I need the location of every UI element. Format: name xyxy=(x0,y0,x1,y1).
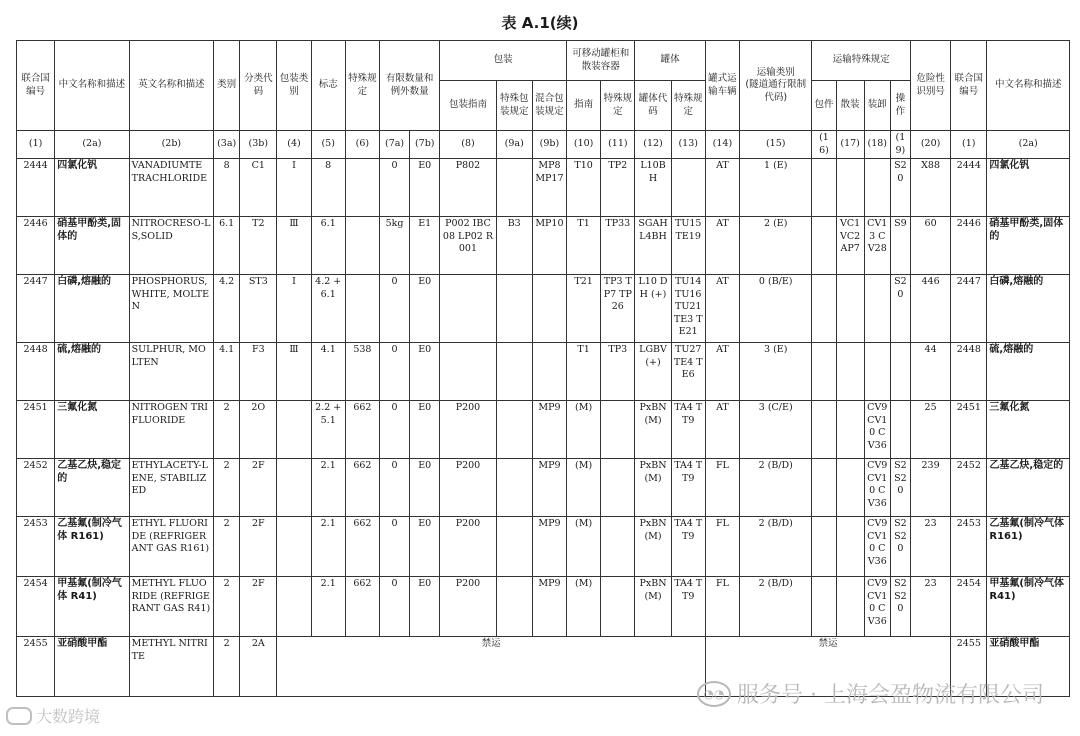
cell-transport-category: 3 (E) xyxy=(740,343,812,401)
cell-mixed-packing: MP9 xyxy=(532,517,566,577)
cell-special-packing xyxy=(496,401,532,459)
column-index-cell: (20) xyxy=(910,131,950,159)
cell-st-packages xyxy=(812,217,836,275)
header-mixed-packing: 混合包装规定 xyxy=(532,81,566,131)
cell-st-packages xyxy=(812,459,836,517)
cell-name-cn-2: 硝基甲酚类,固体的 xyxy=(987,217,1070,275)
cell-name-en: VANADIUMTE TRACHLORIDE xyxy=(129,159,213,217)
cell-mixed-packing: MP9 xyxy=(532,401,566,459)
cell-st-packages xyxy=(812,401,836,459)
cell-pt-special xyxy=(601,517,635,577)
cell-classification-code: 2F xyxy=(240,459,277,517)
cell-packing-instructions: P200 xyxy=(440,459,496,517)
cell-pt-instructions: (M) xyxy=(567,577,601,637)
column-index-cell: (2a) xyxy=(987,131,1070,159)
cell-special-packing xyxy=(496,577,532,637)
header-limited-quantities: 有限数量和例外数量 xyxy=(379,41,439,131)
cell-name-cn-2: 白磷,熔融的 xyxy=(987,275,1070,343)
cell-tank-code: PxBN (M) xyxy=(635,517,671,577)
cell-name-cn-2: 三氟化氮 xyxy=(987,401,1070,459)
cell-name-en: METHYL NITRITE xyxy=(129,637,213,697)
cell-packing-instructions: P002 IBC08 LP02 R001 xyxy=(440,217,496,275)
cell-limited-qty: 0 xyxy=(379,401,409,459)
cell-special-packing xyxy=(496,459,532,517)
cell-classification-code: ST3 xyxy=(240,275,277,343)
cell-name-cn: 四氯化钒 xyxy=(55,159,129,217)
cell-transport-category: 2 (B/D) xyxy=(740,459,812,517)
column-index-cell: (11) xyxy=(601,131,635,159)
cell-st-operation xyxy=(890,343,910,401)
column-index-cell: (9a) xyxy=(496,131,532,159)
column-index-cell: (10) xyxy=(567,131,601,159)
cell-st-loading: CV13 CV28 xyxy=(864,217,890,275)
cell-tank-special xyxy=(671,159,705,217)
cell-limited-qty: 0 xyxy=(379,343,409,401)
cell-labels: 2.1 xyxy=(311,517,345,577)
column-index-cell: (16) xyxy=(812,131,836,159)
cell-mixed-packing xyxy=(532,343,566,401)
cell-limited-qty: 0 xyxy=(379,517,409,577)
cell-labels: 4.2 +6.1 xyxy=(311,275,345,343)
cell-transport-category: 2 (B/D) xyxy=(740,517,812,577)
cell-classification-code: 2A xyxy=(240,637,277,697)
cell-special-provisions xyxy=(345,217,379,275)
cell-pt-special: TP3 xyxy=(601,343,635,401)
cell-excepted-qty: E0 xyxy=(410,159,440,217)
column-index-cell: (4) xyxy=(277,131,311,159)
cell-special-provisions xyxy=(345,159,379,217)
cell-transport-category: 2 (E) xyxy=(740,217,812,275)
cell-packing-group: I xyxy=(277,159,311,217)
header-tank-special: 特殊规定 xyxy=(671,81,705,131)
cell-pt-special: TP33 xyxy=(601,217,635,275)
cell-hazard-id: 60 xyxy=(910,217,950,275)
cell-pt-special: TP3 TP7 TP26 xyxy=(601,275,635,343)
cell-tank-special: TA4 TT9 xyxy=(671,459,705,517)
table-title: 表 A.1(续) xyxy=(501,14,579,32)
cell-hazard-id: 25 xyxy=(910,401,950,459)
column-index-cell: (17) xyxy=(836,131,864,159)
cell-class: 2 xyxy=(214,577,240,637)
cell-pt-instructions: (M) xyxy=(567,459,601,517)
cell-packing-instructions xyxy=(440,343,496,401)
cell-st-loading xyxy=(864,159,890,217)
column-index-cell: (14) xyxy=(705,131,739,159)
cell-un: 2448 xyxy=(17,343,55,401)
cell-name-cn: 硝基甲酚类,固体的 xyxy=(55,217,129,275)
cell-un-2: 2452 xyxy=(951,459,987,517)
cell-pt-instructions: (M) xyxy=(567,401,601,459)
cell-name-en: NITROGEN TRIFLUORIDE xyxy=(129,401,213,459)
cell-packing-group xyxy=(277,401,311,459)
cell-classification-code: 2F xyxy=(240,577,277,637)
cell-st-loading: CV9 CV10 CV36 xyxy=(864,517,890,577)
cell-tank-code: PxBN (M) xyxy=(635,401,671,459)
column-index-cell: (18) xyxy=(864,131,890,159)
cell-name-en: ETHYLACETY-LENE, STABILIZED xyxy=(129,459,213,517)
header-special-provisions: 特殊规定 xyxy=(345,41,379,131)
watermark-small-text: 大数跨境 xyxy=(36,707,101,726)
cell-class: 8 xyxy=(214,159,240,217)
cell-st-packages xyxy=(812,343,836,401)
cell-st-bulk xyxy=(836,159,864,217)
cell-packing-instructions xyxy=(440,275,496,343)
header-st-bulk: 散装 xyxy=(836,81,864,131)
cell-class: 2 xyxy=(214,459,240,517)
column-index-cell: (8) xyxy=(440,131,496,159)
cell-special-provisions: 662 xyxy=(345,459,379,517)
cell-name-en: METHYL FLUORIDE (REFRIGERANT GAS R41) xyxy=(129,577,213,637)
cell-tank-code: L10 DH (+) xyxy=(635,275,671,343)
column-index-cell: (3b) xyxy=(240,131,277,159)
cell-class: 2 xyxy=(214,401,240,459)
cell-un-2: 2454 xyxy=(951,577,987,637)
cell-hazard-id: 446 xyxy=(910,275,950,343)
cell-st-operation: S20 xyxy=(890,275,910,343)
cell-special-provisions xyxy=(345,275,379,343)
cell-limited-qty: 5kg xyxy=(379,217,409,275)
cell-pt-special: TP2 xyxy=(601,159,635,217)
header-transport-category xyxy=(740,41,812,131)
cell-packing-group xyxy=(277,577,311,637)
header-packing-group: 包装类别 xyxy=(277,41,311,131)
column-index-cell: (7a) xyxy=(379,131,409,159)
cell-packing-group xyxy=(277,459,311,517)
cell-banned-1: 禁运 xyxy=(277,637,705,697)
cell-name-en: ETHYL FLUORIDE (REFRIGERANT GAS R161) xyxy=(129,517,213,577)
cell-st-bulk xyxy=(836,577,864,637)
cell-pt-instructions: T21 xyxy=(567,275,601,343)
cell-excepted-qty: E0 xyxy=(410,401,440,459)
cell-tank-vehicle: AT xyxy=(705,217,739,275)
cell-tank-vehicle: FL xyxy=(705,577,739,637)
watermark xyxy=(697,678,1044,709)
cell-tank-special: TA4 TT9 xyxy=(671,401,705,459)
header-special-transport: 运输特殊规定 xyxy=(812,41,911,81)
cell-tank-code: L10BH xyxy=(635,159,671,217)
cell-tank-code: LGBV (+) xyxy=(635,343,671,401)
cell-un-2: 2455 xyxy=(951,637,987,697)
column-index-cell: (12) xyxy=(635,131,671,159)
header-labels: 标志 xyxy=(311,41,345,131)
header-class: 类别 xyxy=(214,41,240,131)
cell-excepted-qty: E0 xyxy=(410,459,440,517)
cell-limited-qty: 0 xyxy=(379,459,409,517)
cell-st-bulk xyxy=(836,343,864,401)
cell-un-2: 2447 xyxy=(951,275,987,343)
cell-name-cn-2: 甲基氟(制冷气体 R41) xyxy=(987,577,1070,637)
cell-st-operation: S2 S20 xyxy=(890,517,910,577)
column-index-cell: (2a) xyxy=(55,131,129,159)
header-st-packages: 包件 xyxy=(812,81,836,131)
cell-un: 2452 xyxy=(17,459,55,517)
cell-special-provisions: 538 xyxy=(345,343,379,401)
header-name-en: 英文名称和描述 xyxy=(129,41,213,131)
header-tank: 罐体 xyxy=(635,41,705,81)
cell-classification-code: F3 xyxy=(240,343,277,401)
cell-name-cn: 硫,熔融的 xyxy=(55,343,129,401)
column-index-cell: (7b) xyxy=(410,131,440,159)
cell-st-operation: S9 xyxy=(890,217,910,275)
watermark-small xyxy=(6,704,100,727)
cell-mixed-packing: MP8 MP17 xyxy=(532,159,566,217)
cell-name-cn: 白磷,熔融的 xyxy=(55,275,129,343)
cell-transport-category: 1 (E) xyxy=(740,159,812,217)
cell-excepted-qty: E1 xyxy=(410,217,440,275)
cell-st-operation: S20 xyxy=(890,159,910,217)
cell-packing-group xyxy=(277,517,311,577)
cell-labels: 4.1 xyxy=(311,343,345,401)
cell-special-provisions: 662 xyxy=(345,577,379,637)
cell-un-2: 2446 xyxy=(951,217,987,275)
cell-st-loading: CV9 CV10 CV36 xyxy=(864,401,890,459)
cell-tank-special: TU14 TU16 TU21 TE3 TE21 xyxy=(671,275,705,343)
cell-packing-group: Ⅲ xyxy=(277,217,311,275)
cell-hazard-id: X88 xyxy=(910,159,950,217)
cell-limited-qty: 0 xyxy=(379,577,409,637)
cell-labels: 8 xyxy=(311,159,345,217)
cell-hazard-id: 23 xyxy=(910,577,950,637)
table-row xyxy=(17,275,1070,343)
cell-class: 6.1 xyxy=(214,217,240,275)
cell-name-en: SULPHUR, MOLTEN xyxy=(129,343,213,401)
cell-class: 4.1 xyxy=(214,343,240,401)
cell-st-packages xyxy=(812,159,836,217)
column-index-cell: (2b) xyxy=(129,131,213,159)
header-transport-category-sub: (隧道通行限制代码) xyxy=(745,79,807,103)
cell-pt-special xyxy=(601,459,635,517)
table-row xyxy=(17,577,1070,637)
header-name-cn-2: 中文名称和描述 xyxy=(987,41,1070,131)
cell-excepted-qty: E0 xyxy=(410,343,440,401)
cell-tank-code: SGAH L4BH xyxy=(635,217,671,275)
cell-un-2: 2448 xyxy=(951,343,987,401)
cell-tank-vehicle: AT xyxy=(705,401,739,459)
cell-class: 2 xyxy=(214,637,240,697)
cell-mixed-packing xyxy=(532,275,566,343)
cell-st-loading: CV9 CV10 CV36 xyxy=(864,577,890,637)
cell-special-packing xyxy=(496,517,532,577)
cell-tank-code: PxBN (M) xyxy=(635,577,671,637)
cell-class: 2 xyxy=(214,517,240,577)
table-body xyxy=(17,159,1070,637)
header-classification-code: 分类代码 xyxy=(240,41,277,131)
header-tank-code: 罐体代码 xyxy=(635,81,671,131)
cell-st-packages xyxy=(812,517,836,577)
cell-special-packing xyxy=(496,275,532,343)
cell-st-operation: S2 S20 xyxy=(890,577,910,637)
cell-mixed-packing: MP9 xyxy=(532,577,566,637)
cell-classification-code: C1 xyxy=(240,159,277,217)
cell-un: 2446 xyxy=(17,217,55,275)
cell-transport-category: 3 (C/E) xyxy=(740,401,812,459)
table-row xyxy=(17,401,1070,459)
cell-st-loading xyxy=(864,275,890,343)
cell-un: 2453 xyxy=(17,517,55,577)
cell-tank-vehicle: AT xyxy=(705,343,739,401)
cell-excepted-qty: E0 xyxy=(410,517,440,577)
column-index-cell: (3a) xyxy=(214,131,240,159)
cell-st-loading xyxy=(864,343,890,401)
cell-packing-instructions: P200 xyxy=(440,517,496,577)
header-special-packing: 特殊包装规定 xyxy=(496,81,532,131)
cell-mixed-packing: MP9 xyxy=(532,459,566,517)
cell-special-packing: B3 xyxy=(496,217,532,275)
cell-pt-instructions: (M) xyxy=(567,517,601,577)
cell-mixed-packing: MP10 xyxy=(532,217,566,275)
header-packing-instructions: 包装指南 xyxy=(440,81,496,131)
cell-hazard-id: 44 xyxy=(910,343,950,401)
header-un-no-2: 联合国编号 xyxy=(951,41,987,131)
header-pt-instructions: 指南 xyxy=(567,81,601,131)
column-index-cell: (13) xyxy=(671,131,705,159)
cell-st-bulk: VC1 VC2 AP7 xyxy=(836,217,864,275)
cell-name-cn: 甲基氟(制冷气体 R41) xyxy=(55,577,129,637)
cell-name-en: PHOSPHORUS, WHITE, MOLTEN xyxy=(129,275,213,343)
cell-pt-instructions: T10 xyxy=(567,159,601,217)
column-index-cell: (9b) xyxy=(532,131,566,159)
cell-hazard-id: 239 xyxy=(910,459,950,517)
header-un-no: 联合国编号 xyxy=(17,41,55,131)
header-transport-category-main: 运输类别 xyxy=(756,66,795,78)
cell-transport-category: 0 (B/E) xyxy=(740,275,812,343)
cell-labels: 2.1 xyxy=(311,577,345,637)
cell-transport-category: 2 (B/D) xyxy=(740,577,812,637)
table-row xyxy=(17,217,1070,275)
cell-tank-vehicle: AT xyxy=(705,159,739,217)
cell-st-operation xyxy=(890,401,910,459)
cell-classification-code: 2F xyxy=(240,517,277,577)
cell-tank-vehicle: FL xyxy=(705,459,739,517)
cell-limited-qty: 0 xyxy=(379,159,409,217)
cell-name-cn: 乙基乙炔,稳定的 xyxy=(55,459,129,517)
cell-pt-special xyxy=(601,401,635,459)
cell-labels: 2.2 +5.1 xyxy=(311,401,345,459)
cell-special-packing xyxy=(496,159,532,217)
cell-un: 2455 xyxy=(17,637,55,697)
cell-name-cn: 乙基氟(制冷气体 R161) xyxy=(55,517,129,577)
cell-un: 2447 xyxy=(17,275,55,343)
table-row xyxy=(17,343,1070,401)
table-row xyxy=(17,159,1070,217)
cell-classification-code: 2O xyxy=(240,401,277,459)
column-index-cell: (6) xyxy=(345,131,379,159)
cell-pt-special xyxy=(601,577,635,637)
cell-class: 4.2 xyxy=(214,275,240,343)
cell-packing-instructions: P200 xyxy=(440,401,496,459)
cell-tank-special: TA4 TT9 xyxy=(671,517,705,577)
cell-st-bulk xyxy=(836,517,864,577)
cell-un: 2454 xyxy=(17,577,55,637)
header-name-cn: 中文名称和描述 xyxy=(55,41,129,131)
cell-un-2: 2453 xyxy=(951,517,987,577)
cell-labels: 2.1 xyxy=(311,459,345,517)
cell-st-packages xyxy=(812,275,836,343)
cell-name-cn-2: 乙基乙炔,稳定的 xyxy=(987,459,1070,517)
cell-name-cn-2: 四氯化钒 xyxy=(987,159,1070,217)
column-index-cell: (15) xyxy=(740,131,812,159)
header-st-loading: 装卸 xyxy=(864,81,890,131)
cell-st-loading: CV9 CV10 CV36 xyxy=(864,459,890,517)
cell-tank-vehicle: FL xyxy=(705,517,739,577)
cell-banned-2: 禁运 xyxy=(705,637,950,697)
cell-tank-code: PxBN (M) xyxy=(635,459,671,517)
cell-st-bulk xyxy=(836,401,864,459)
cell-name-cn: 亚硝酸甲酯 xyxy=(55,637,129,697)
cell-st-bulk xyxy=(836,275,864,343)
cell-name-cn-2: 乙基氟(制冷气体 R161) xyxy=(987,517,1070,577)
header-portable-tanks: 可移动罐柜和散装容器 xyxy=(567,41,635,81)
table-row xyxy=(17,517,1070,577)
cell-packing-instructions: P200 xyxy=(440,577,496,637)
cell-special-packing xyxy=(496,343,532,401)
header-tank-vehicle: 罐式运输车辆 xyxy=(705,41,739,131)
cell-limited-qty: 0 xyxy=(379,275,409,343)
column-index-cell: (19) xyxy=(890,131,910,159)
cell-st-operation: S2 S20 xyxy=(890,459,910,517)
cell-excepted-qty: E0 xyxy=(410,577,440,637)
cell-pt-instructions: T1 xyxy=(567,217,601,275)
table-header xyxy=(17,41,1070,131)
header-st-operation: 操作 xyxy=(890,81,910,131)
watermark-text: 服务号 · 上海会盈物流有限公司 xyxy=(737,683,1044,708)
cell-tank-special: TA4 TT9 xyxy=(671,577,705,637)
cell-un-2: 2451 xyxy=(951,401,987,459)
cell-name-en: NITROCRESO-LS,SOLID xyxy=(129,217,213,275)
column-index-cell: (5) xyxy=(311,131,345,159)
cell-un: 2451 xyxy=(17,401,55,459)
header-packaging: 包装 xyxy=(440,41,567,81)
cell-un: 2444 xyxy=(17,159,55,217)
table-row xyxy=(17,459,1070,517)
cell-pt-instructions: T1 xyxy=(567,343,601,401)
cell-st-bulk xyxy=(836,459,864,517)
cell-st-packages xyxy=(812,577,836,637)
dangerous-goods-table xyxy=(16,40,1070,697)
cell-name-cn-2: 亚硝酸甲酯 xyxy=(987,637,1070,697)
cell-tank-special: TU27 TE4 TE6 xyxy=(671,343,705,401)
cell-un-2: 2444 xyxy=(951,159,987,217)
cell-classification-code: T2 xyxy=(240,217,277,275)
cell-packing-group: I xyxy=(277,275,311,343)
column-index-cell: (1) xyxy=(951,131,987,159)
header-hazard-id: 危险性识别号 xyxy=(910,41,950,131)
cell-tank-vehicle: AT xyxy=(705,275,739,343)
column-index-row xyxy=(17,131,1070,159)
cell-name-cn: 三氟化氮 xyxy=(55,401,129,459)
header-pt-special: 特殊规定 xyxy=(601,81,635,131)
cell-excepted-qty: E0 xyxy=(410,275,440,343)
cell-packing-instructions: P802 xyxy=(440,159,496,217)
cell-labels: 6.1 xyxy=(311,217,345,275)
cell-special-provisions: 662 xyxy=(345,401,379,459)
logo-icon xyxy=(6,707,32,725)
cell-name-cn-2: 硫,熔融的 xyxy=(987,343,1070,401)
column-index-cell: (1) xyxy=(17,131,55,159)
cell-tank-special: TU15 TE19 xyxy=(671,217,705,275)
cell-packing-group: Ⅲ xyxy=(277,343,311,401)
cell-special-provisions: 662 xyxy=(345,517,379,577)
wechat-icon: ◔◔ xyxy=(697,681,731,707)
cell-hazard-id: 23 xyxy=(910,517,950,577)
